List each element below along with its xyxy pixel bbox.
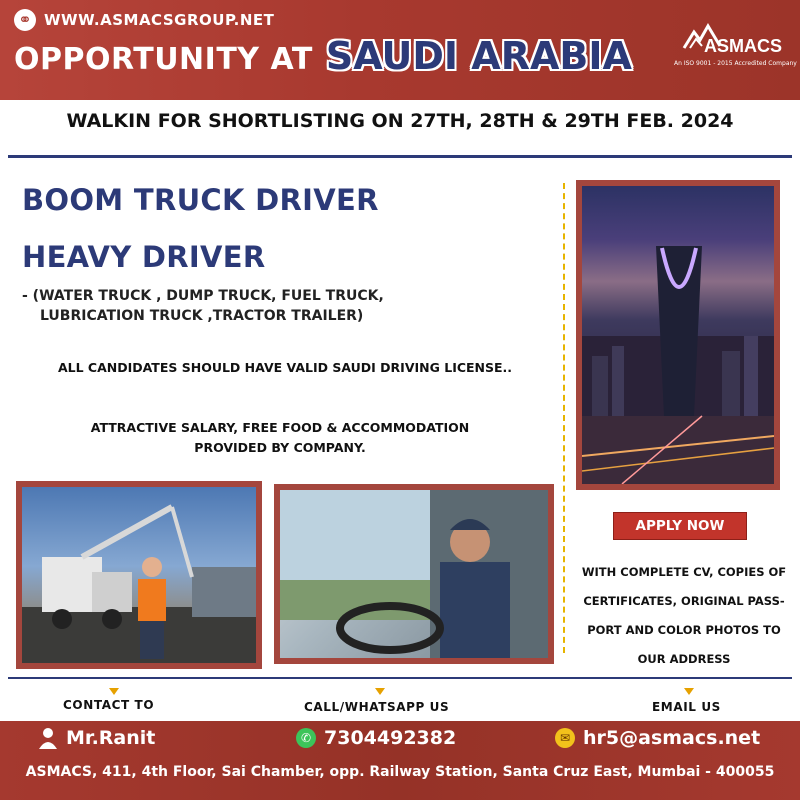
website-text: WWW.ASMACSGROUP.NET (44, 11, 275, 29)
skyline-illustration (582, 186, 774, 484)
apply-now-button[interactable]: APPLY NOW (613, 512, 747, 540)
boom-truck-worker-photo (22, 487, 256, 663)
instruction-line: WITH COMPLETE CV, COPIES OF (581, 565, 787, 579)
website[interactable] (14, 9, 274, 31)
boom-truck-illustration (22, 487, 256, 663)
company-logo (672, 22, 797, 74)
headline-prefix: OPPORTUNITY AT (14, 42, 313, 77)
city-photo-frame (576, 180, 780, 490)
label-contact: CONTACT TO (63, 698, 155, 712)
riyadh-skyline-photo (582, 186, 774, 484)
instruction-line: CERTIFICATES, ORIGINAL PASS- (583, 594, 785, 608)
contact-phone[interactable] (296, 727, 456, 749)
contact-person (38, 727, 155, 749)
license-requirement: ALL CANDIDATES SHOULD HAVE VALID SAUDI DRIVING LICENSE.. (57, 360, 513, 375)
job-title-boom-truck: BOOM TRUCK DRIVER (22, 183, 379, 217)
contact-email[interactable] (555, 727, 760, 749)
driver-in-cab-photo (280, 490, 548, 658)
phone-number[interactable]: 7304492382 (324, 727, 457, 749)
footer-banner (0, 721, 800, 800)
driver-illustration (280, 490, 548, 658)
benefits-line1: ATTRACTIVE SALARY, FREE FOOD & ACCOMMODATION (90, 420, 470, 435)
pointer-icon (109, 688, 119, 695)
headline-country: SAUDI ARABIA (325, 34, 632, 78)
instruction-line: OUR ADDRESS (637, 652, 731, 666)
mail-icon: ✉ (555, 728, 575, 748)
headline (14, 34, 632, 78)
header-banner (0, 0, 800, 100)
instruction-line: PORT AND COLOR PHOTOS TO (587, 623, 781, 637)
whatsapp-icon: ✆ (296, 728, 316, 748)
globe-icon: ⚭ (14, 9, 36, 31)
walkin-dates: WALKIN FOR SHORTLISTING ON 27TH, 28TH & 29TH FEB. 2024 (66, 110, 734, 132)
person-icon (38, 727, 58, 749)
label-email: EMAIL US (652, 700, 721, 714)
benefits-line2: PROVIDED BY COMPANY. (194, 440, 366, 455)
truck-types-line2: LUBRICATION TRUCK ,TRACTOR TRAILER) (40, 308, 364, 324)
email-address[interactable]: hr5@asmacs.net (583, 727, 761, 749)
apply-instructions (572, 558, 796, 674)
pointer-icon (375, 688, 385, 695)
pointer-icon (684, 688, 694, 695)
divider-bottom (8, 677, 792, 679)
job-title-heavy-driver: HEAVY DRIVER (22, 240, 266, 274)
driver-photo-frame (274, 484, 554, 664)
divider-top (8, 155, 792, 158)
office-address: ASMACS, 411, 4th Floor, Sai Chamber, opp. Railway Station, Santa Cruz East, Mumbai - 400055 (25, 764, 775, 780)
label-call: CALL/WHATSAPP US (304, 700, 450, 714)
logo-subtitle: An ISO 9001 - 2015 Accredited Company (674, 60, 797, 67)
logo-text: ASMACS (704, 36, 783, 56)
dashed-divider (563, 183, 565, 653)
truck-types-line1: - (WATER TRUCK , DUMP TRUCK, FUEL TRUCK, (22, 288, 384, 304)
contact-name: Mr.Ranit (66, 727, 156, 749)
boom-truck-photo-frame (16, 481, 262, 669)
